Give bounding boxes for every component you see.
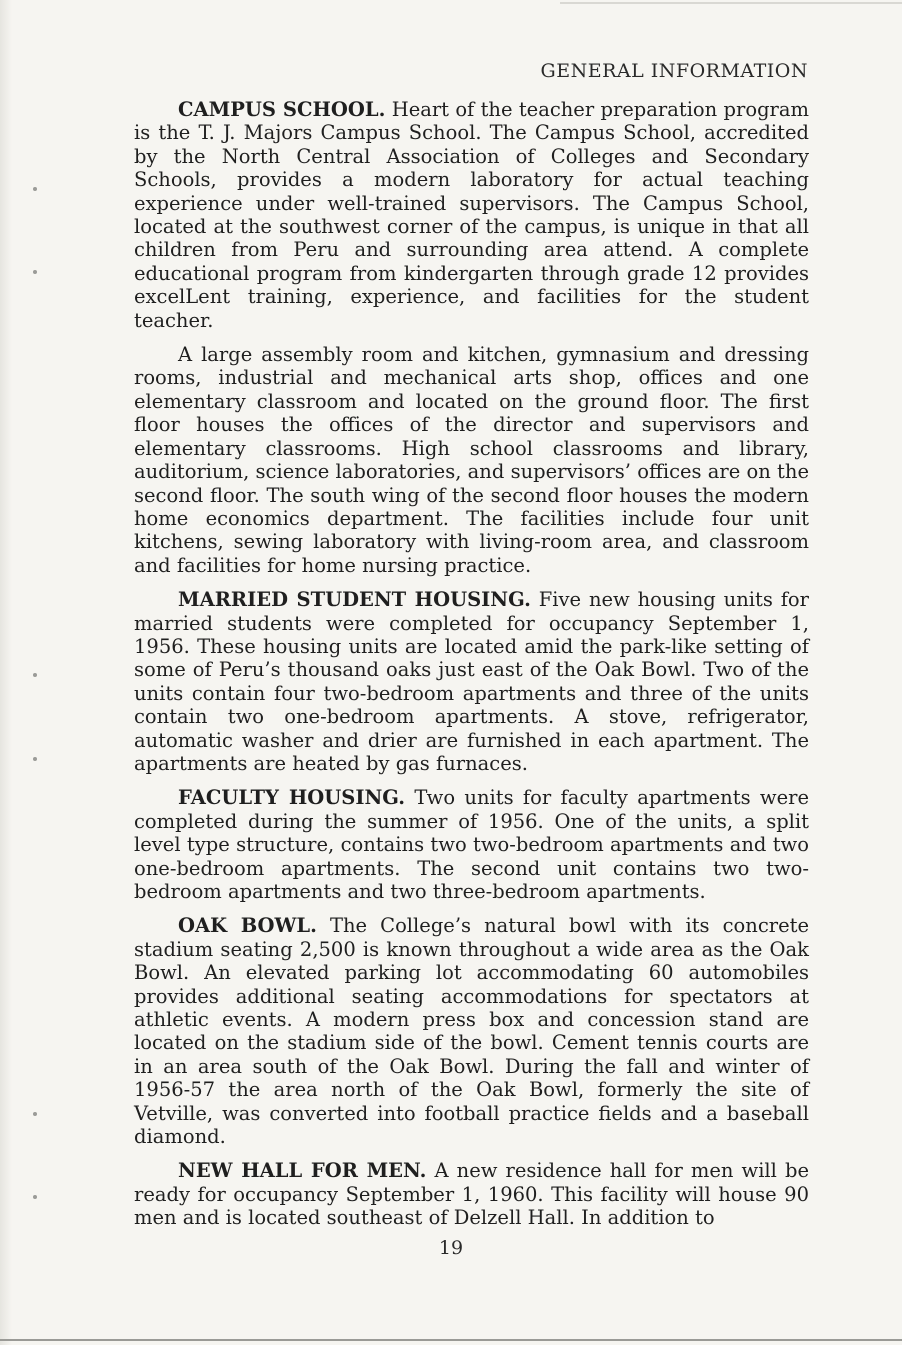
scan-speck (33, 1112, 37, 1116)
section-heading: MARRIED STUDENT HOUSING. (178, 588, 531, 612)
body-text (134, 98, 809, 1241)
scan-speck (33, 1195, 37, 1199)
section-heading: FACULTY HOUSING. (178, 786, 406, 810)
paragraph-campus-school (134, 98, 809, 332)
top-rule (560, 2, 902, 4)
paragraph-text: A new residence hall for men will be ready for occupancy September 1, 1960. This facility will house 90 men and is located southeast of Delzell Hall. In addition to (134, 1159, 810, 1230)
scan-speck (33, 270, 37, 274)
paragraph-campus-school-facilities (134, 343, 809, 577)
paragraph-text: Heart of the teacher preparation program is the T. J. Majors Campus School. The Campus School, accredited by the North Central Association of Colleges and Secondary Schools, provides a modern laboratory for actual teaching experience under well-trained supervisors. The Campus School, located at the southwest corner of the campus, is unique in that all children from Peru and surrounding area attend. A complete educational program from kindergarten through grade 12 provides excelLent training, experience, and facilities for the student teacher. (134, 98, 809, 332)
section-heading: CAMPUS SCHOOL. (178, 98, 386, 121)
paragraph-text: The College’s natural bowl with its concrete stadium seating 2,500 is known throughout a wide area as the Oak Bowl. An elevated parking lot accommodating 60 automobiles provides additional seating accommodations for spectators at athletic events. A modern press box and concession stand are located on the stadium side of the bowl. Cement tennis courts are in an area south of the Oak Bowl. During the fall and winter of 1956-57 the area north of the Oak Bowl, formerly the site of Vetville, was converted into football practice fields and a baseball diamond. (134, 914, 809, 1149)
scan-speck (33, 757, 37, 761)
scan-edge-shadow (0, 0, 12, 1345)
paragraph-text: Five new housing units for married students were completed for occupancy September 1, 1956. These housing units are located amid the park-like setting of some of Peru’s thousand oaks just east of the Oak Bowl. Two of the units contain four two-bedroom apartments and three of the units contain two one-bedroom apartments. A stove, refrigerator, automatic washer and drier are furnished in each apartment. The apartments are heated by gas furnaces. (134, 588, 809, 775)
running-header: GENERAL INFORMATION (540, 60, 808, 82)
paragraph-faculty-housing (134, 786, 809, 903)
section-heading: OAK BOWL. (178, 914, 317, 938)
paragraph-married-student-housing (134, 588, 809, 775)
page-number: 19 (438, 1237, 464, 1259)
section-heading: NEW HALL FOR MEN. (178, 1159, 427, 1183)
paragraph-oak-bowl (134, 914, 809, 1148)
scan-speck (33, 673, 37, 677)
paragraph-text: A large assembly room and kitchen, gymnasium and dressing rooms, industrial and mechanical arts shop, offices and one elementary classroom and located on the ground floor. The first floor houses the offices of the director and supervisors and elementary classrooms. High school classrooms and library, auditorium, science laboratories, and supervisors’ offices are on the second floor. The south wing of the second floor houses the modern home economics department. The facilities include four unit kitchens, sewing laboratory with living-room area, and classroom and facilities for home nursing practice. (134, 343, 809, 577)
bottom-edge (0, 1339, 902, 1341)
paragraph-text: Two units for faculty apartments were completed during the summer of 1956. One of the units, a split level type structure, contains two two-bedroom apartments and two one-bedroom apartments. The second unit contains two two-bedroom apartments and two three-bedroom apartments. (134, 786, 809, 903)
scan-speck (33, 187, 37, 191)
paragraph-new-hall-for-men (134, 1159, 809, 1229)
